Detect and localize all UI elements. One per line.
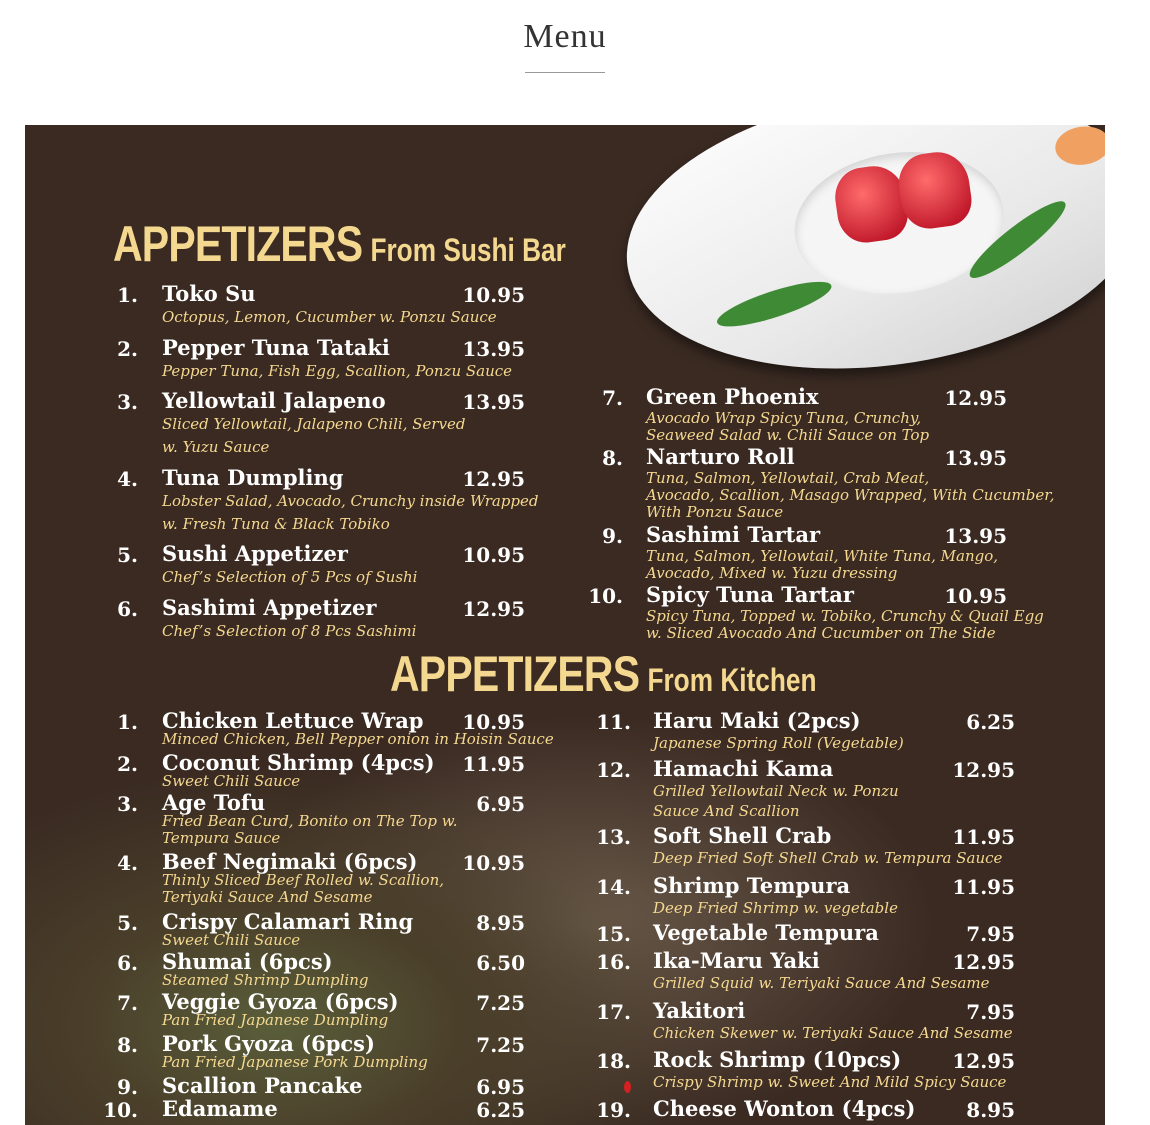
- page-title: Menu: [523, 18, 607, 55]
- menu-board: [25, 125, 1105, 1125]
- item-number: 15.: [596, 922, 631, 946]
- item-description: Chef’s Selection of 5 Pcs of Sushi: [162, 568, 418, 586]
- item-description: Minced Chicken, Bell Pepper onion in Hoisin Sauce: [162, 730, 554, 748]
- item-description: Fried Bean Curd, Bonito on The Top w.: [162, 812, 458, 830]
- item-name: Pork Gyoza (6pcs): [162, 1031, 375, 1056]
- item-price: 6.25: [966, 710, 1015, 734]
- item-price: 12.95: [952, 758, 1015, 782]
- item-description: With Ponzu Sauce: [646, 503, 784, 521]
- item-number: 14.: [596, 875, 631, 899]
- item-description: Tuna, Salmon, Yellowtail, White Tuna, Mango,: [646, 547, 999, 565]
- item-description: Teriyaki Sauce And Sesame: [162, 888, 373, 906]
- item-price: 6.95: [476, 792, 525, 816]
- item-name: Sashimi Appetizer: [162, 595, 377, 620]
- item-name: Hamachi Kama: [653, 756, 834, 781]
- sushi-bar-heading: APPETIZERS From Sushi Bar: [113, 216, 566, 272]
- item-name: Veggie Gyoza (6pcs): [162, 989, 399, 1014]
- item-price: 11.95: [462, 752, 525, 776]
- item-name: Soft Shell Crab: [653, 823, 832, 848]
- item-price: 8.95: [966, 1098, 1015, 1122]
- item-number: 10.: [103, 1098, 138, 1122]
- item-price: 10.95: [944, 584, 1007, 608]
- item-number: 17.: [596, 1000, 631, 1024]
- item-description: Spicy Tuna, Topped w. Tobiko, Crunchy & Quail Egg: [646, 607, 1044, 625]
- item-price: 10.95: [462, 710, 525, 734]
- item-price: 11.95: [952, 825, 1015, 849]
- item-description: Sweet Chili Sauce: [162, 772, 301, 790]
- item-number: 8.: [117, 1033, 138, 1057]
- item-price: 6.50: [476, 951, 525, 975]
- item-price: 7.95: [966, 1000, 1015, 1024]
- item-price: 6.25: [476, 1098, 525, 1122]
- item-number: 4.: [117, 851, 138, 875]
- item-name: Edamame: [162, 1096, 278, 1121]
- item-name: Coconut Shrimp (4pcs): [162, 750, 435, 775]
- item-name: Shrimp Tempura: [653, 873, 851, 898]
- item-description: Deep Fried Shrimp w. vegetable: [653, 899, 898, 917]
- item-number: 5.: [117, 911, 138, 935]
- item-description: w. Fresh Tuna & Black Tobiko: [162, 515, 390, 533]
- item-number: 2.: [117, 337, 138, 361]
- item-price: 8.95: [476, 911, 525, 935]
- item-name: Yakitori: [653, 998, 746, 1023]
- item-number: 11.: [596, 710, 631, 734]
- item-number: 1.: [117, 283, 138, 307]
- item-description: Steamed Shrimp Dumpling: [162, 971, 369, 989]
- item-number: 7.: [602, 386, 623, 410]
- item-description: Pepper Tuna, Fish Egg, Scallion, Ponzu Sauce: [162, 362, 513, 380]
- item-description: Seaweed Salad w. Chili Sauce on Top: [646, 426, 930, 444]
- item-name: Cheese Wonton (4pcs): [653, 1096, 916, 1121]
- kitchen-heading: APPETIZERS From Kitchen: [390, 646, 817, 702]
- item-price: 13.95: [462, 337, 525, 361]
- item-price: 13.95: [944, 446, 1007, 470]
- item-name: Rock Shrimp (10pcs): [653, 1047, 902, 1072]
- item-description: Lobster Salad, Avocado, Crunchy inside Wrapped: [162, 492, 539, 510]
- item-price: 12.95: [462, 597, 525, 621]
- item-number: 4.: [117, 467, 138, 491]
- item-description: Octopus, Lemon, Cucumber w. Ponzu Sauce: [162, 308, 497, 326]
- item-number: 3.: [117, 390, 138, 414]
- item-price: 6.95: [476, 1075, 525, 1099]
- chili-pepper-icon: [624, 1081, 631, 1093]
- item-name: Scallion Pancake: [162, 1073, 363, 1098]
- item-name: Ika-Maru Yaki: [653, 948, 820, 973]
- item-number: 9.: [602, 524, 623, 548]
- item-description: Pan Fried Japanese Dumpling: [162, 1011, 389, 1029]
- item-description: Avocado Wrap Spicy Tuna, Crunchy,: [646, 409, 922, 427]
- item-description: Pan Fried Japanese Pork Dumpling: [162, 1053, 428, 1071]
- item-description: Chicken Skewer w. Teriyaki Sauce And Sesame: [653, 1024, 1013, 1042]
- item-name: Yellowtail Jalapeno: [162, 388, 386, 413]
- item-number: 12.: [596, 758, 631, 782]
- item-number: 16.: [596, 950, 631, 974]
- item-name: Tuna Dumpling: [162, 465, 344, 490]
- item-name: Age Tofu: [162, 790, 266, 815]
- item-name: Haru Maki (2pcs): [653, 708, 861, 733]
- item-name: Beef Negimaki (6pcs): [162, 849, 418, 874]
- title-underline: [525, 72, 605, 73]
- item-name: Crispy Calamari Ring: [162, 909, 414, 934]
- item-description: Sliced Yellowtail, Jalapeno Chili, Served: [162, 415, 466, 433]
- item-number: 9.: [117, 1075, 138, 1099]
- item-name: Green Phoenix: [646, 384, 819, 409]
- item-price: 13.95: [462, 390, 525, 414]
- item-price: 10.95: [462, 543, 525, 567]
- item-description: Grilled Yellowtail Neck w. Ponzu: [653, 782, 899, 800]
- item-price: 10.95: [462, 283, 525, 307]
- item-description: Thinly Sliced Beef Rolled w. Scallion,: [162, 871, 445, 889]
- item-name: Narturo Roll: [646, 444, 795, 469]
- item-number: 3.: [117, 792, 138, 816]
- item-price: 7.95: [966, 922, 1015, 946]
- sashimi-plate-photo: [609, 125, 1105, 400]
- item-description: Japanese Spring Roll (Vegetable): [653, 734, 904, 752]
- item-name: Spicy Tuna Tartar: [646, 582, 854, 607]
- item-description: Sweet Chili Sauce: [162, 931, 301, 949]
- item-description: Chef’s Selection of 8 Pcs Sashimi: [162, 622, 417, 640]
- item-description: Avocado, Scallion, Masago Wrapped, With Cucumber,: [646, 486, 1055, 504]
- item-name: Chicken Lettuce Wrap: [162, 708, 424, 733]
- item-number: 18.: [591, 1049, 631, 1097]
- item-description: Grilled Squid w. Teriyaki Sauce And Sesame: [653, 974, 990, 992]
- item-number: 6.: [117, 951, 138, 975]
- item-description: Avocado, Mixed w. Yuzu dressing: [646, 564, 898, 582]
- item-number: 10.: [588, 584, 623, 608]
- item-description: Deep Fried Soft Shell Crab w. Tempura Sauce: [653, 849, 1003, 867]
- item-price: 12.95: [952, 1049, 1015, 1073]
- item-number: 7.: [117, 991, 138, 1015]
- item-number: 2.: [117, 752, 138, 776]
- item-name: Toko Su: [162, 281, 256, 306]
- item-description: Tempura Sauce: [162, 829, 281, 847]
- item-name: Vegetable Tempura: [653, 920, 879, 945]
- item-description: Crispy Shrimp w. Sweet And Mild Spicy Sauce: [653, 1073, 1007, 1091]
- item-name: Pepper Tuna Tataki: [162, 335, 390, 360]
- item-price: 11.95: [952, 875, 1015, 899]
- item-price: 13.95: [944, 524, 1007, 548]
- item-description: Tuna, Salmon, Yellowtail, Crab Meat,: [646, 469, 930, 487]
- item-price: 7.25: [476, 991, 525, 1015]
- item-price: 12.95: [462, 467, 525, 491]
- item-number: 19.: [596, 1098, 631, 1122]
- item-number: 5.: [117, 543, 138, 567]
- item-price: 12.95: [944, 386, 1007, 410]
- item-name: Sashimi Tartar: [646, 522, 821, 547]
- item-description: w. Sliced Avocado And Cucumber on The Side: [646, 624, 996, 642]
- item-name: Shumai (6pcs): [162, 949, 333, 974]
- item-price: 10.95: [462, 851, 525, 875]
- item-number: 1.: [117, 710, 138, 734]
- item-name: Sushi Appetizer: [162, 541, 348, 566]
- item-price: 7.25: [476, 1033, 525, 1057]
- item-price: 12.95: [952, 950, 1015, 974]
- item-description: Sauce And Scallion: [653, 802, 800, 820]
- item-number: 6.: [117, 597, 138, 621]
- item-number: 8.: [602, 446, 623, 470]
- item-description: w. Yuzu Sauce: [162, 438, 270, 456]
- item-number: 13.: [596, 825, 631, 849]
